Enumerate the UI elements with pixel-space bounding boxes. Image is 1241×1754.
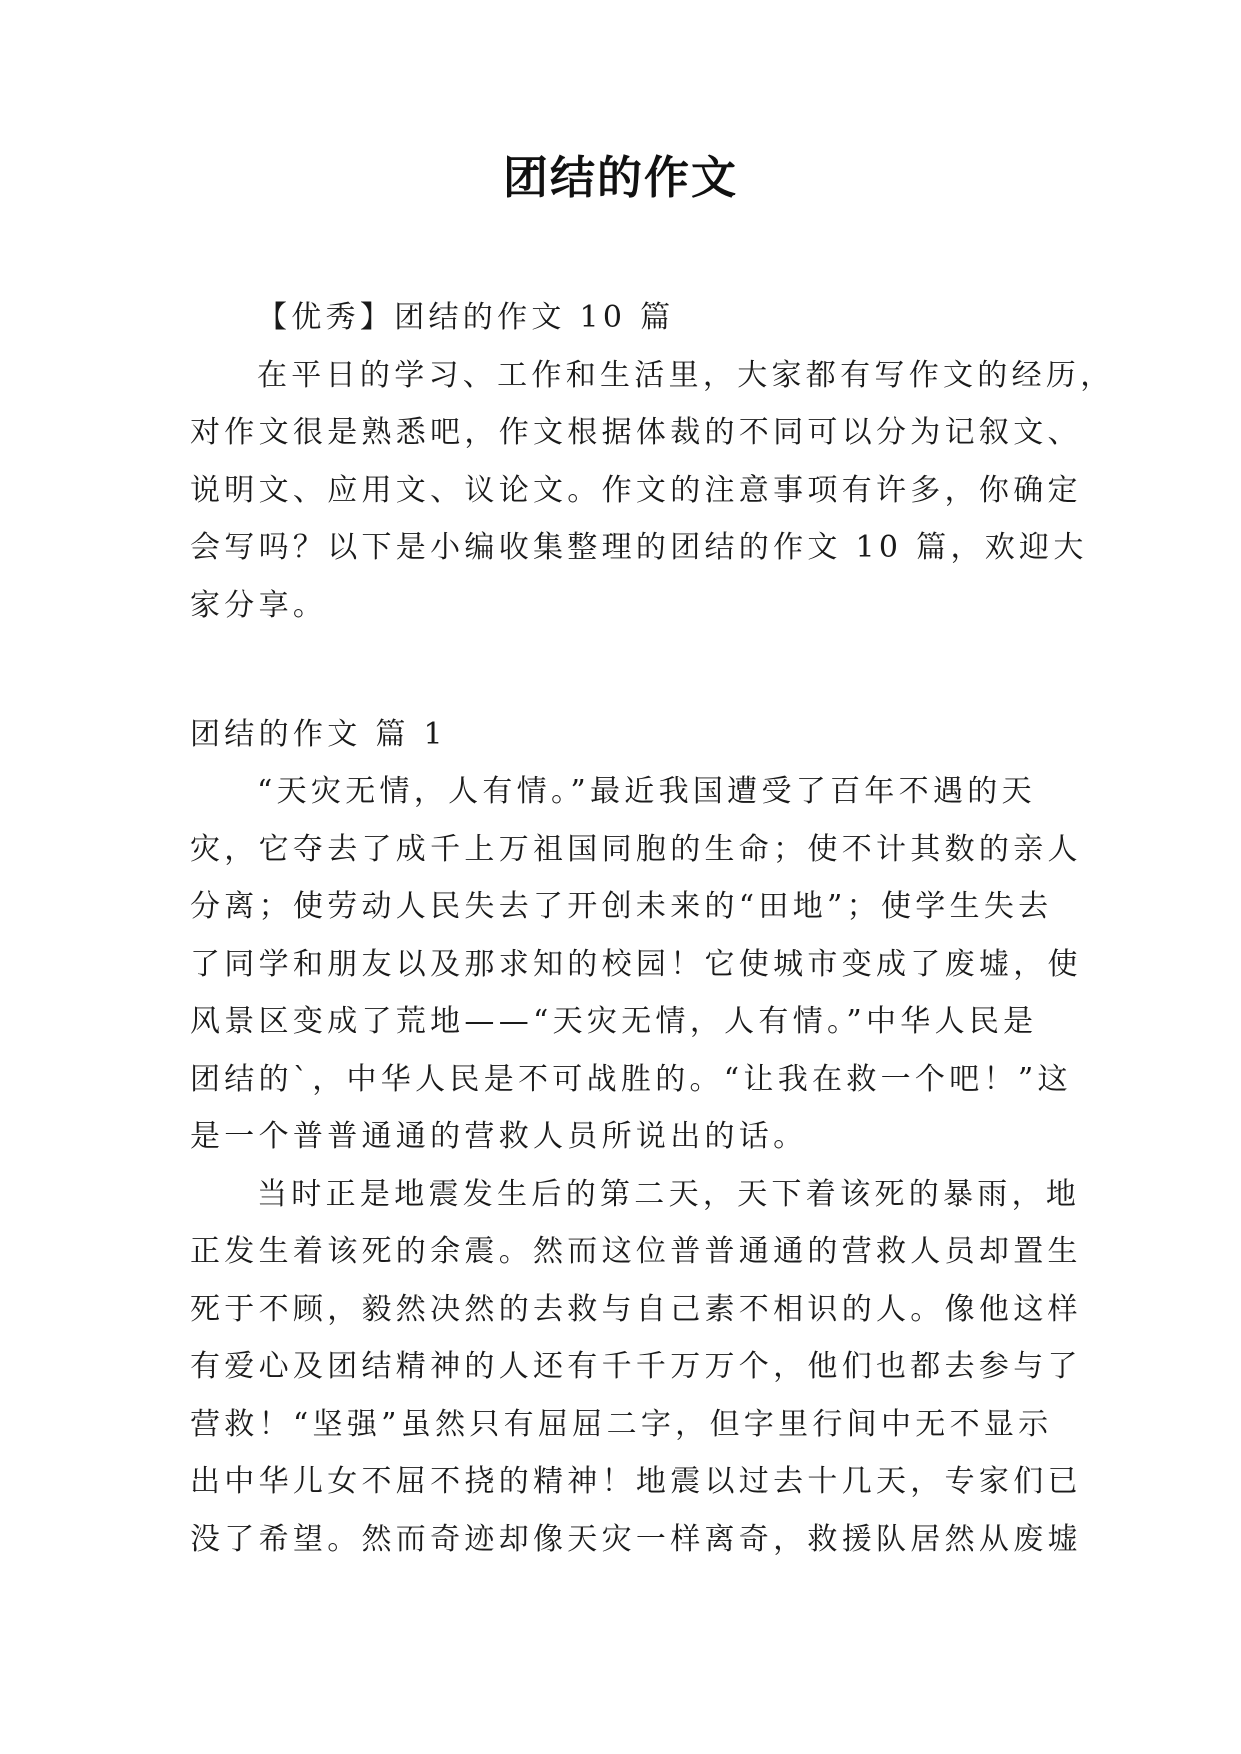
paragraph1-line-3: 分离；使劳动人民失去了开创未来的“田地”；使学生失去 [190, 889, 1053, 924]
paragraph2-line-1: 当时正是地震发生后的第二天，天下着该死的暴雨，地 [257, 1177, 1081, 1212]
paragraph1-line-7: 是一个普普通通的营救人员所说出的话。 [190, 1119, 808, 1154]
paragraph1-line-1: “天灾无情，人有情。”最近我国遭受了百年不遇的天 [257, 774, 1036, 809]
paragraph1-line-5: 风景区变成了荒地——“天灾无情，人有情。”中华人民是 [190, 1004, 1038, 1039]
paragraph2-line-2: 正发生着该死的余震。然而这位普普通通的营救人员却置生 [190, 1234, 1082, 1269]
intro-line-1: 在平日的学习、工作和生活里，大家都有写作文的经历， [257, 358, 1115, 393]
subtitle: 【优秀】团结的作文 10 篇 [257, 300, 675, 335]
paragraph2-line-3: 死于不顾，毅然决然的去救与自己素不相识的人。像他这样 [190, 1292, 1082, 1327]
intro-line-4: 会写吗？以下是小编收集整理的团结的作文 10 篇，欢迎大 [190, 530, 1088, 565]
intro-line-2: 对作文很是熟悉吧，作文根据体裁的不同可以分为记叙文、 [190, 415, 1082, 450]
paragraph2-line-7: 没了希望。然而奇迹却像天灾一样离奇，救援队居然从废墟 [190, 1522, 1082, 1557]
intro-line-3: 说明文、应用文、议论文。作文的注意事项有许多，你确定 [190, 473, 1082, 508]
paragraph1-line-6: 团结的`，中华人民是不可战胜的。“让我在救一个吧！”这 [190, 1062, 1072, 1097]
paragraph1-line-2: 灾，它夺去了成千上万祖国同胞的生命；使不计其数的亲人 [190, 832, 1082, 867]
paragraph2-line-6: 出中华儿女不屈不挠的精神！地震以过去十几天，专家们已 [190, 1464, 1082, 1499]
section-heading: 团结的作文 篇 1 [190, 717, 447, 752]
document-title: 团结的作文 [502, 151, 738, 204]
paragraph2-line-5: 营救！“坚强”虽然只有屈屈二字，但字里行间中无不显示 [190, 1407, 1053, 1442]
paragraph1-line-4: 了同学和朋友以及那求知的校园！它使城市变成了废墟，使 [190, 947, 1082, 982]
intro-line-5: 家分享。 [190, 588, 328, 623]
paragraph2-line-4: 有爱心及团结精神的人还有千千万万个，他们也都去参与了 [190, 1349, 1082, 1384]
